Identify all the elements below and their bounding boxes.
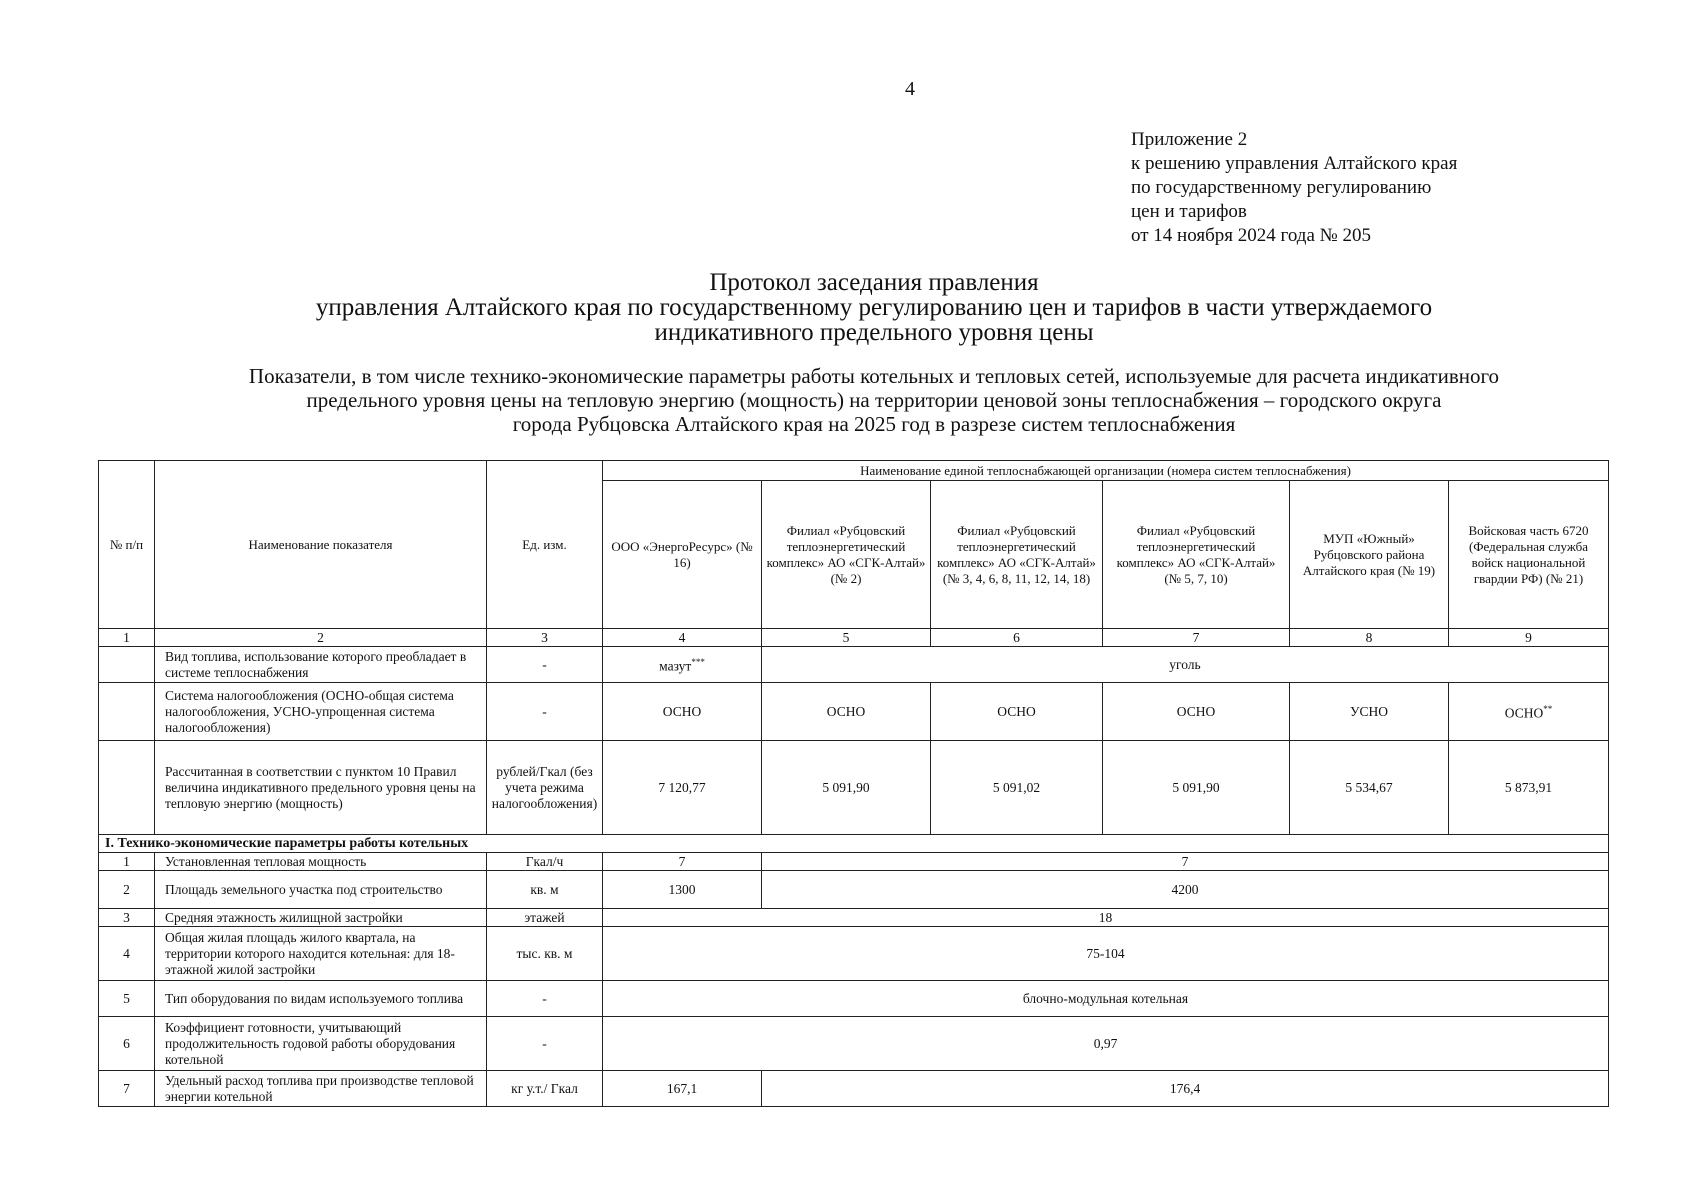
row-num-cell (99, 683, 155, 741)
row-unit-cell: - (487, 683, 603, 741)
value-cell-merged: 18 (603, 909, 1609, 927)
table-row (99, 927, 1609, 981)
appendix-line: цен и тарифов (1131, 201, 1247, 222)
title-line: управления Алтайского края по государственному регулированию цен и тарифов в части утверждаемого (315, 294, 1433, 321)
header-org: ООО «ЭнергоРесурс» (№ 16) (603, 481, 762, 629)
section-row (99, 835, 1609, 853)
appendix-line: по государственному регулированию (1131, 177, 1432, 198)
title-line: Протокол заседания правления (709, 269, 1039, 296)
value-cell: ОСНО (762, 683, 931, 741)
value-cell: 7 120,77 (603, 741, 762, 835)
value-cell-merged: 7 (762, 853, 1609, 871)
row-name-cell: Тип оборудования по видам используемого топлива (155, 981, 487, 1017)
row-num-cell: 4 (99, 927, 155, 981)
subtitle-line: предельного уровня цены на тепловую энергию (мощность) на территории ценовой зоны теплоснабжения – городского округа (306, 388, 1442, 412)
row-name-cell: Система налогообложения (ОСНО-общая система налогообложения, УСНО-упрощенная система налогообложения) (155, 683, 487, 741)
row-name-cell: Установленная тепловая мощность (155, 853, 487, 871)
appendix-line: Приложение 2 (1131, 129, 1248, 150)
row-name-cell: Средняя этажность жилищной застройки (155, 909, 487, 927)
column-number: 7 (1103, 629, 1290, 647)
table-row (99, 1017, 1609, 1071)
row-num-cell: 7 (99, 1071, 155, 1107)
appendix-block (1131, 128, 1457, 248)
value-cell: 5 534,67 (1290, 741, 1449, 835)
title-line: индикативного предельного уровня цены (654, 319, 1094, 346)
row-unit-cell: - (487, 981, 603, 1017)
header-name: Наименование показателя (155, 461, 487, 629)
value-cell-merged: блочно-модульная котельная (603, 981, 1609, 1017)
table-row-fuel (99, 647, 1609, 683)
table-row-tax (99, 683, 1609, 741)
value-cell: 7 (603, 853, 762, 871)
row-unit-cell: Гкал/ч (487, 853, 603, 871)
header-org: Филиал «Рубцовский теплоэнергетический комплекс» АО «СГК-Алтай» (№ 5, 7, 10) (1103, 481, 1290, 629)
header-row-group (99, 461, 1609, 481)
value-cell-merged: 4200 (762, 871, 1609, 909)
table-row (99, 909, 1609, 927)
row-name-cell: Общая жилая площадь жилого квартала, на территории которого находится котельная: для 18-этажной жилой застройки (155, 927, 487, 981)
row-unit-cell: кг у.т./ Гкал (487, 1071, 603, 1107)
value-cell: 5 873,91 (1449, 741, 1609, 835)
subtitle-line: Показатели, в том числе технико-экономические параметры работы котельных и тепловых сетей, используемые для расчета индикативного (248, 364, 1500, 388)
row-num-cell: 2 (99, 871, 155, 909)
section-heading: I. Технико-экономические параметры работы котельных (99, 835, 1609, 853)
value-cell-merged: 75-104 (603, 927, 1609, 981)
indicators-table (98, 460, 1609, 1107)
row-name-cell: Коэффициент готовности, учитывающий продолжительность годовой работы оборудования котельной (155, 1017, 487, 1071)
value-text: ОСНО (1504, 705, 1544, 721)
header-org: Филиал «Рубцовский теплоэнергетический комплекс» АО «СГК-Алтай» (№ 2) (762, 481, 931, 629)
footnote-mark: ** (1543, 704, 1553, 715)
page-number: 4 (905, 78, 915, 100)
document-subtitle (0, 364, 1698, 436)
value-cell (1449, 683, 1609, 741)
column-number: 4 (603, 629, 762, 647)
value-cell: 5 091,02 (931, 741, 1103, 835)
appendix-line: от 14 ноября 2024 года № 205 (1131, 225, 1372, 246)
value-cell-merged: уголь (762, 647, 1609, 683)
column-number: 3 (487, 629, 603, 647)
column-number: 5 (762, 629, 931, 647)
row-unit-cell: - (487, 647, 603, 683)
value-cell: ОСНО (603, 683, 762, 741)
table-row-price (99, 741, 1609, 835)
document-title (0, 270, 1698, 345)
row-unit-cell: тыс. кв. м (487, 927, 603, 981)
table-row (99, 1071, 1609, 1107)
header-org-group: Наименование единой теплоснабжающей организации (номера систем теплоснабжения) (603, 461, 1609, 481)
row-name-cell: Вид топлива, использование которого преобладает в системе теплоснабжения (155, 647, 487, 683)
row-name-cell: Рассчитанная в соответствии с пунктом 10 Правил величина индикативного предельного уровня цены на тепловую энергию (мощность) (155, 741, 487, 835)
row-num-cell (99, 741, 155, 835)
subtitle-line: города Рубцовска Алтайского края на 2025 год в разрезе систем теплоснабжения (512, 412, 1236, 436)
row-num-cell: 1 (99, 853, 155, 871)
value-cell-merged: 176,4 (762, 1071, 1609, 1107)
row-unit-cell: рублей/Гкал (без учета режима налогообложения) (487, 741, 603, 835)
table-row (99, 853, 1609, 871)
row-unit-cell: этажей (487, 909, 603, 927)
table-row (99, 871, 1609, 909)
value-cell: 5 091,90 (1103, 741, 1290, 835)
value-cell: 5 091,90 (762, 741, 931, 835)
row-name-cell: Площадь земельного участка под строительство (155, 871, 487, 909)
column-number: 2 (155, 629, 487, 647)
table-row (99, 981, 1609, 1017)
column-number: 8 (1290, 629, 1449, 647)
value-cell: УСНО (1290, 683, 1449, 741)
header-org: Филиал «Рубцовский теплоэнергетический комплекс» АО «СГК-Алтай» (№ 3, 4, 6, 8, 11, 12, 14, 18) (931, 481, 1103, 629)
value-cell: ОСНО (1103, 683, 1290, 741)
column-number: 9 (1449, 629, 1609, 647)
value-text: мазут (659, 658, 692, 674)
row-num-cell: 3 (99, 909, 155, 927)
row-name-cell: Удельный расход топлива при производстве тепловой энергии котельной (155, 1071, 487, 1107)
value-cell-merged: 0,97 (603, 1017, 1609, 1071)
header-org: МУП «Южный» Рубцовского района Алтайского края (№ 19) (1290, 481, 1449, 629)
appendix-line: к решению управления Алтайского края (1131, 153, 1458, 174)
header-org: Войсковая часть 6720 (Федеральная служба войск национальной гвардии РФ) (№ 21) (1449, 481, 1609, 629)
row-num-cell: 6 (99, 1017, 155, 1071)
column-number: 1 (99, 629, 155, 647)
value-cell: 167,1 (603, 1071, 762, 1107)
row-unit-cell: - (487, 1017, 603, 1071)
value-cell: ОСНО (931, 683, 1103, 741)
header-num: № п/п (99, 461, 155, 629)
value-cell: 1300 (603, 871, 762, 909)
header-unit: Ед. изм. (487, 461, 603, 629)
column-number-row (99, 629, 1609, 647)
row-num-cell (99, 647, 155, 683)
row-unit-cell: кв. м (487, 871, 603, 909)
row-num-cell: 5 (99, 981, 155, 1017)
value-cell (603, 647, 762, 683)
column-number: 6 (931, 629, 1103, 647)
footnote-mark: *** (691, 657, 705, 668)
